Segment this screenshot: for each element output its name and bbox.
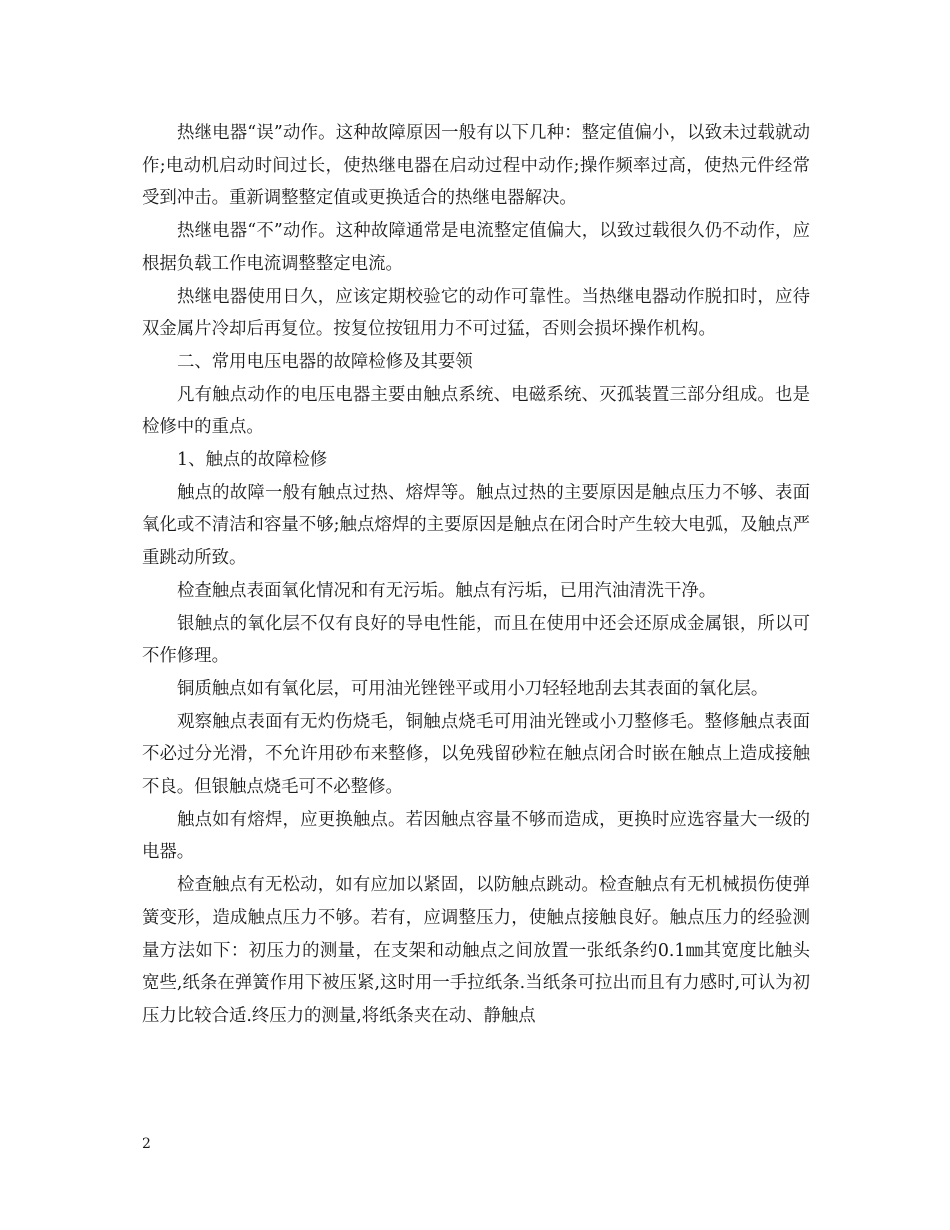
paragraph-thermal-relay-no-trip: 热继电器“不”动作。这种故障通常是电流整定值偏大，以致过载很久仍不动作，应根据负载工作电流调整整定电流。 [142,221,810,274]
section-heading-voltage-appliances: 二、常用电压电器的故障检修及其要领 [177,351,473,372]
paragraph-thermal-relay-false-trip: 热继电器“误”动作。这种故障原因一般有以下几种：整定值偏小，以致未过载就动作;电动机启动时间过长，使热继电器在启动过程中动作;操作频率过高，使热元件经常受到冲击。重新调整整定值或更换适合的热继电器解决。 [142,123,810,209]
paragraph-silver-contact: 银触点的氧化层不仅有良好的导电性能，而且在使用中还会还原成金属银，所以可不作修理。 [142,613,810,667]
paragraph-contact-burn: 观察触点表面有无灼伤烧毛，铜触点烧毛可用油光锉或小刀整修毛。整修触点表面不必过分光滑，不允许用砂布来整修，以免残留砂粒在触点闭合时嵌在触点上造成接触不良。但银触点烧毛可不必整修。 [142,711,810,798]
paragraph-contact-systems: 凡有触点动作的电压电器主要由触点系统、电磁系统、灭孤装置三部分组成。也是检修中的重点。 [142,384,810,438]
paragraph-thermal-relay-calibration: 热继电器使用日久，应该定期校验它的动作可靠性。当热继电器动作脱扣时，应待双金属片冷却后再复位。按复位按钮用力不可过猛，否则会损坏操作机构。 [142,286,810,340]
subsection-heading-contact-repair: 1、触点的故障检修 [177,450,328,471]
paragraph-contact-oxidation-check: 检查触点表面氧化情况和有无污垢。触点有污垢，已用汽油清洗干净。 [177,580,717,601]
paragraph-contact-pressure: 检查触点有无松动，如有应加以紧固，以防触点跳动。检查触点有无机械损伤使弹簧变形，造成触点压力不够。若有，应调整压力，使触点接触良好。触点压力的经验测量方法如下：初压力的测量，在支架和动触点之间放置一张纸条约0.1㎜其宽度比触头宽些,纸条在弹簧作用下被压紧,这时用一手拉纸条.当纸条可拉出而且有力感时,可认为初压力比较合适.终压力的测量,将纸条夹在动、静触点 [142,875,810,1026]
paragraph-contact-weld: 触点如有熔焊，应更换触点。若因触点容量不够而造成，更换时应选容量大一级的电器。 [142,809,810,863]
body-text [142,117,810,1033]
paragraph-contact-faults: 触点的故障一般有触点过热、熔焊等。触点过热的主要原因是触点压力不够、表面氧化或不清洁和容量不够;触点熔焊的主要原因是触点在闭合时产生较大电弧，及触点严重跳动所致。 [142,482,810,569]
paragraph-copper-contact: 铜质触点如有氧化层，可用油光锉锉平或用小刀轻轻地刮去其表面的氧化层。 [177,678,769,699]
page-number: 2 [142,1136,151,1152]
